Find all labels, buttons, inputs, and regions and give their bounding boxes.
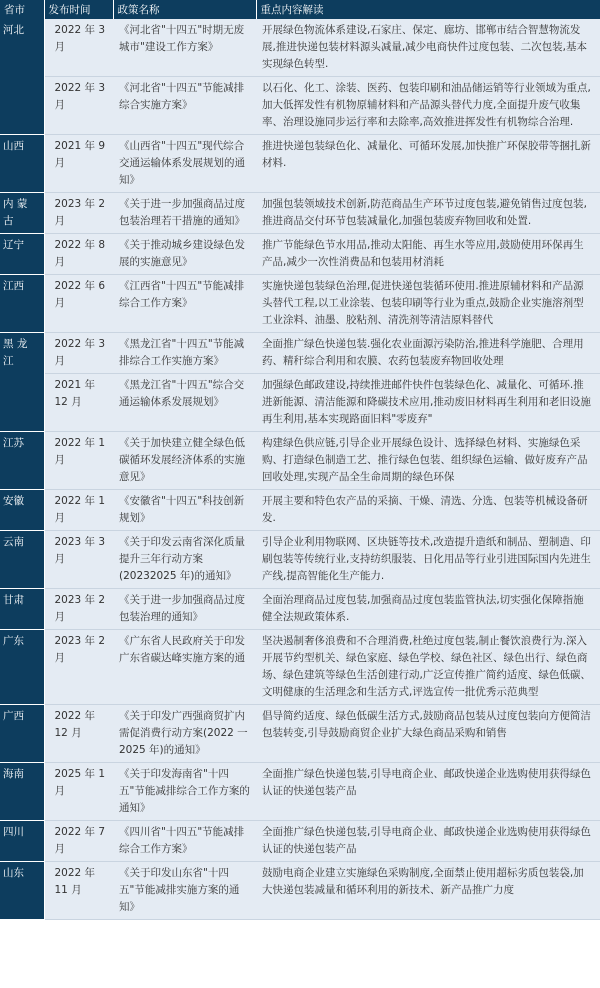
province-cell: 甘肃: [0, 589, 44, 630]
table-row: [0, 374, 600, 432]
province-cell: 山西: [0, 135, 44, 193]
table-row: [0, 531, 600, 589]
content-cell: 全面治理商品过度包装,加强商品过度包装监管执法,切实强化保障指施健全法规政策体系.: [256, 589, 600, 630]
table-row: [0, 490, 600, 531]
date-cell: 2023 年 3 月: [44, 531, 113, 589]
table-row: [0, 135, 600, 193]
content-cell: 全面推广绿色快递包装,引导电商企业、邮政快递企业选购使用获得绿色认证的快递包装产品: [256, 821, 600, 862]
content-cell: 鼓励电商企业建立实施绿色采购制度,全面禁止使用超标劣质包装袋,加大快递包装减量和循环利用的新技术、新产品推广力度: [256, 862, 600, 920]
province-cell: 云南: [0, 531, 44, 589]
table-row: [0, 275, 600, 333]
province-cell: 江西: [0, 275, 44, 333]
table-row: [0, 77, 600, 135]
policy-name-cell: 《河北省"十四五"节能减排综合实施方案》: [113, 77, 256, 135]
table-header-row: [0, 0, 600, 19]
province-cell: 安徽: [0, 490, 44, 531]
table-row: [0, 763, 600, 821]
date-cell: 2022 年 11 月: [44, 862, 113, 920]
content-cell: 引导企业利用物联网、区块链等技术,改造提升造纸和制品、塑制造、印刷包装等传统行业,支持纺织服装、日化用品等行业引进国际国内先进生产线,提高智能化生产能力.: [256, 531, 600, 589]
province-cell: 广西: [0, 705, 44, 763]
province-cell: 广东: [0, 630, 44, 705]
date-cell: 2022 年 3 月: [44, 19, 113, 77]
policy-name-cell: 《关于推动城乡建设绿色发展的实施意见》: [113, 234, 256, 275]
policy-name-cell: 《黑龙江省"十四五"综合交通运输体系发展规划》: [113, 374, 256, 432]
date-cell: 2021 年 9 月: [44, 135, 113, 193]
policy-name-cell: 《四川省"十四五"节能减排综合工作方案》: [113, 821, 256, 862]
header-province: 省市: [0, 0, 44, 19]
content-cell: 全面推广绿色快递包装,引导电商企业、邮政快递企业选购使用获得绿色认证的快递包装产品: [256, 763, 600, 821]
province-cell: 海南: [0, 763, 44, 821]
content-cell: 开展主要和特色农产品的采摘、干燥、清选、分选、包装等机械设备研发.: [256, 490, 600, 531]
content-cell: 倡导简约适度、绿色低碳生活方式,鼓励商品包装从过度包装向方便简洁包装转变,引导鼓励商贸企业扩大绿色商品采购和销售: [256, 705, 600, 763]
date-cell: 2022 年 7 月: [44, 821, 113, 862]
content-cell: 推进快递包装绿色化、减量化、可循环发展,加快推广环保胶带等捆扎新材料.: [256, 135, 600, 193]
date-cell: 2022 年 1 月: [44, 490, 113, 531]
date-cell: 2022 年 12 月: [44, 705, 113, 763]
content-cell: 实施快递包装绿色治理,促进快递包装循环使用.推进原辅材料和产品源头替代工程,以工业涂装、包装印刷等行业为重点,鼓励企业实施溶剂型工业涂料、油墨、胶粘剂、清洗剂等清洁原料替代: [256, 275, 600, 333]
table-row: [0, 821, 600, 862]
content-cell: 全面推广绿色快递包装.强化农业面源污染防治,推进科学施肥、合理用药、精秆综合利用和农膜、农药包装废弃物回收处理: [256, 333, 600, 374]
province-cell: 河北: [0, 19, 44, 135]
policy-name-cell: 《关于印发广西强商贸扩内需促消费行动方案(2022 一 2025 年)的通知》: [113, 705, 256, 763]
content-cell: 坚决遏制奢侈浪费和不合理消费,杜绝过度包装,制止餐饮浪费行为.深入开展节约型机关、绿色家庭、绿色学校、绿色社区、绿色出行、绿色商场、绿色建筑等绿色生活创建行动,广泛宣传推广简约适度、绿色低碳、文明健康的生活理念和生活方式,评选宣传一批优秀示范典型: [256, 630, 600, 705]
province-cell: 山东: [0, 862, 44, 920]
content-cell: 以石化、化工、涂装、医药、包装印刷和油品储运销等行业领域为重点,加大低挥发性有机物原辅材料和产品源头替代力度,全面提升废气收集率、治理设施同步运行率和去除率,高效推进挥发性有机物综合治理.: [256, 77, 600, 135]
content-cell: 开展绿色物流体系建设,石家庄、保定、廊坊、邯郸市结合智慧物流发展,推进快递包装材料源头减量,减少电商快件过度包装、二次包装,基本实现绿色转型.: [256, 19, 600, 77]
date-cell: 2023 年 2 月: [44, 589, 113, 630]
table-row: [0, 589, 600, 630]
table-row: [0, 193, 600, 234]
province-cell: 江苏: [0, 432, 44, 490]
province-cell: 内 蒙 古: [0, 193, 44, 234]
date-cell: 2023 年 2 月: [44, 193, 113, 234]
header-date: 发布时间: [44, 0, 113, 19]
policy-name-cell: 《关于印发云南省深化质量提升三年行动方案(20232025 年)的通知》: [113, 531, 256, 589]
policy-name-cell: 《安徽省"十四五"科技创新规划》: [113, 490, 256, 531]
table-row: [0, 705, 600, 763]
date-cell: 2022 年 3 月: [44, 77, 113, 135]
date-cell: 2022 年 6 月: [44, 275, 113, 333]
table-row: [0, 432, 600, 490]
date-cell: 2025 年 1 月: [44, 763, 113, 821]
province-cell: 四川: [0, 821, 44, 862]
table-row: [0, 19, 600, 77]
policy-name-cell: 《广东省人民政府关于印发广东省碳达峰实施方案的通: [113, 630, 256, 705]
header-policy-name: 政策名称: [113, 0, 256, 19]
content-cell: 加强包装领域技术创新,防范商品生产环节过度包装,避免销售过度包装,推进商品交付环节包装减量化,加强包装废弃物回收和处置.: [256, 193, 600, 234]
date-cell: 2022 年 1 月: [44, 432, 113, 490]
policy-name-cell: 《黑龙江省"十四五"节能减排综合工作实施方案》: [113, 333, 256, 374]
date-cell: 2023 年 2 月: [44, 630, 113, 705]
content-cell: 加强绿色邮政建设,持续推进邮件快件包装绿色化、减量化、可循环.推进新能源、清洁能源和降碳技术应用,推动废旧材料再生利用和老旧设施再生利用,基本实现路面旧料"零废弃": [256, 374, 600, 432]
policy-name-cell: 《关于加快建立健全绿色低碳循环发展经济体系的实施意见》: [113, 432, 256, 490]
header-key-content: 重点内容解读: [256, 0, 600, 19]
table-row: [0, 333, 600, 374]
policy-name-cell: 《关于印发海南省"十四五"节能减排综合工作方案的通知》: [113, 763, 256, 821]
table-row: [0, 862, 600, 920]
date-cell: 2021 年 12 月: [44, 374, 113, 432]
policy-name-cell: 《关于进一步加强商品过度包装治理若干措施的通知》: [113, 193, 256, 234]
province-cell: 黑 龙 江: [0, 333, 44, 432]
table-row: [0, 630, 600, 705]
content-cell: 推广节能绿色节水用品,推动太阳能、再生水等应用,鼓励使用环保再生产品,减少一次性消费品和包装用材消耗: [256, 234, 600, 275]
policy-name-cell: 《江西省"十四五"节能减排综合工作方案》: [113, 275, 256, 333]
table-row: [0, 234, 600, 275]
content-cell: 构建绿色供应链,引导企业开展绿色设计、选择绿色材料、实施绿色采购、打造绿色制造工艺、推行绿色包装、组织绿色运输、做好废弃产品回收处理,实现产品全生命周期的绿色环保: [256, 432, 600, 490]
policy-name-cell: 《关于印发山东省"十四五"节能减排实施方案的通知》: [113, 862, 256, 920]
policy-name-cell: 《山西省"十四五"现代综合交通运输体系发展规划的通知》: [113, 135, 256, 193]
policy-name-cell: 《河北省"十四五"时期无废城市"建设工作方案》: [113, 19, 256, 77]
policy-name-cell: 《关于进一步加强商品过度包装治理的通知》: [113, 589, 256, 630]
date-cell: 2022 年 8 月: [44, 234, 113, 275]
date-cell: 2022 年 3 月: [44, 333, 113, 374]
province-cell: 辽宁: [0, 234, 44, 275]
